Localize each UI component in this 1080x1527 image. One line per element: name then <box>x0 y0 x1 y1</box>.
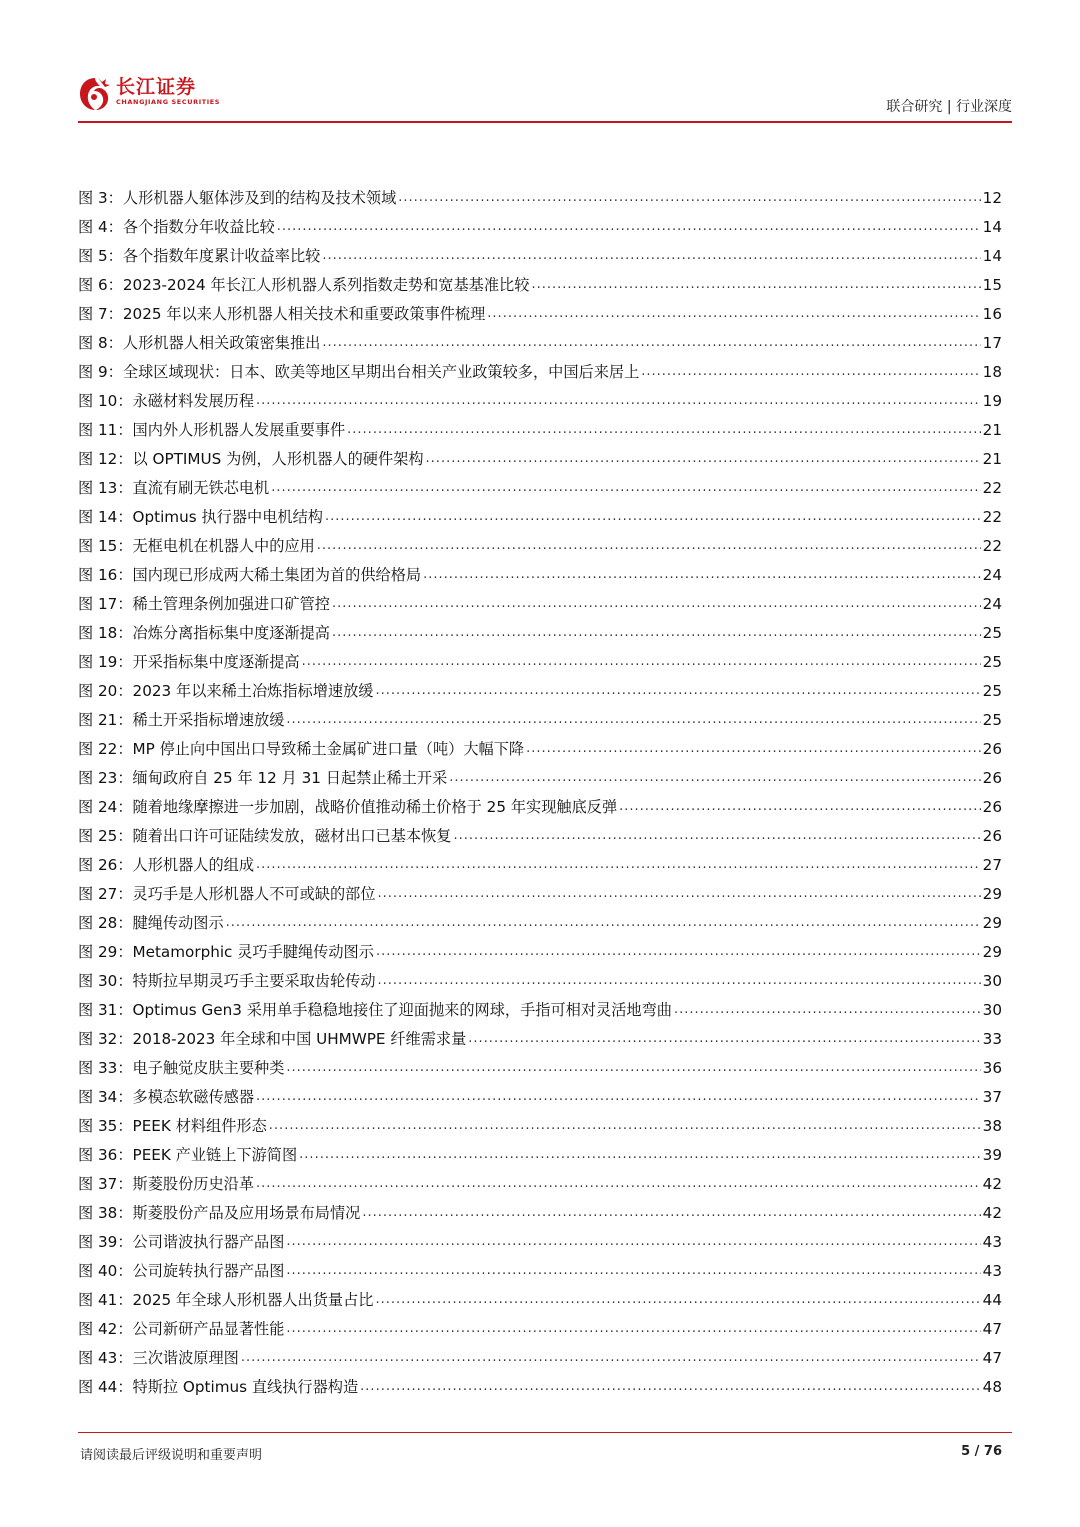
figure-page-number: 26 <box>982 826 1002 845</box>
toc-entry[interactable] <box>78 386 1002 415</box>
figure-page-number: 26 <box>982 768 1002 787</box>
figure-page-number: 36 <box>982 1058 1002 1077</box>
figure-page-number: 43 <box>982 1232 1002 1251</box>
figure-number: 图 37： <box>78 1175 133 1193</box>
logo-chinese-text: 长江证券 <box>116 76 197 98</box>
figure-number: 图 32： <box>78 1030 133 1048</box>
dot-leader <box>286 712 980 727</box>
toc-entry[interactable] <box>78 299 1002 328</box>
dot-leader <box>256 857 981 872</box>
figure-number: 图 34： <box>78 1088 133 1106</box>
dot-leader <box>325 509 981 524</box>
toc-entry[interactable] <box>78 328 1002 357</box>
figure-title: Optimus Gen3 采用单手稳稳地接住了迎面抛来的网球，手指可相对灵活地弯曲 <box>132 1001 672 1019</box>
figure-title: 2025 年全球人形机器人出货量占比 <box>132 1291 374 1309</box>
figure-title: 斯菱股份产品及应用场景布局情况 <box>132 1204 361 1222</box>
figure-number: 图 22： <box>78 740 133 758</box>
dot-leader <box>619 799 981 814</box>
dot-leader <box>674 1002 981 1017</box>
figure-title: PEEK 材料组件形态 <box>132 1117 267 1135</box>
figure-title: 随着出口许可证陆续发放，磁材出口已基本恢复 <box>132 827 452 845</box>
figure-title: 随着地缘摩擦进一步加剧，战略价值推动稀土价格于 25 年实现触底反弹 <box>132 798 618 816</box>
figure-number: 图 33： <box>78 1059 133 1077</box>
figure-number: 图 36： <box>78 1146 133 1164</box>
figure-page-number: 15 <box>982 275 1002 294</box>
figure-title: 2025 年以来人形机器人相关技术和重要政策事件梳理 <box>122 305 486 323</box>
figure-page-number: 43 <box>982 1261 1002 1280</box>
figure-title: 国内现已形成两大稀土集团为首的供给格局 <box>132 566 422 584</box>
dot-leader <box>347 422 981 437</box>
dot-leader <box>468 1031 980 1046</box>
figure-title: 冶炼分离指标集中度逐渐提高 <box>132 624 330 642</box>
dot-leader <box>378 886 981 901</box>
figure-page-number: 38 <box>982 1116 1002 1135</box>
figure-number: 图 3： <box>78 189 123 207</box>
toc-entry[interactable] <box>78 647 1002 676</box>
figure-number: 图 24： <box>78 798 133 816</box>
figure-page-number: 21 <box>982 420 1002 439</box>
dot-leader <box>317 538 981 553</box>
figure-title: 人形机器人相关政策密集推出 <box>122 334 321 352</box>
dot-leader <box>641 364 980 379</box>
figure-title: 无框电机在机器人中的应用 <box>132 537 315 555</box>
figure-page-number: 30 <box>982 971 1002 990</box>
dragon-logo-icon <box>78 76 112 112</box>
figure-page-number: 29 <box>982 942 1002 961</box>
figure-number: 图 39： <box>78 1233 133 1251</box>
dot-leader <box>376 944 981 959</box>
toc-entry[interactable] <box>78 444 1002 473</box>
figure-page-number: 42 <box>982 1203 1002 1222</box>
figure-number: 图 18： <box>78 624 133 642</box>
figure-page-number: 29 <box>982 884 1002 903</box>
toc-entry[interactable] <box>78 995 1002 1024</box>
figure-title: 人形机器人的组成 <box>132 856 255 874</box>
figure-page-number: 29 <box>982 913 1002 932</box>
toc-entry[interactable] <box>78 1169 1002 1198</box>
figure-page-number: 26 <box>982 797 1002 816</box>
footer-divider <box>78 1432 1012 1433</box>
figure-page-number: 17 <box>982 333 1002 352</box>
dot-leader <box>398 190 980 205</box>
toc-entry[interactable] <box>78 792 1002 821</box>
dot-leader <box>449 770 980 785</box>
toc-entry[interactable] <box>78 589 1002 618</box>
figure-number: 图 8： <box>78 334 123 352</box>
dot-leader <box>423 567 981 582</box>
figure-number: 图 29： <box>78 943 133 961</box>
dot-leader <box>426 451 981 466</box>
toc-entry[interactable] <box>78 241 1002 270</box>
dot-leader <box>332 625 981 640</box>
toc-entry[interactable] <box>78 821 1002 850</box>
figure-page-number: 44 <box>982 1290 1002 1309</box>
figure-page-number: 39 <box>982 1145 1002 1164</box>
figure-title: Metamorphic 灵巧手腱绳传动图示 <box>132 943 374 961</box>
figure-page-number: 12 <box>982 188 1002 207</box>
figure-number: 图 13： <box>78 479 133 497</box>
figure-number: 图 4： <box>78 218 123 236</box>
figure-page-number: 37 <box>982 1087 1002 1106</box>
figure-title: PEEK 产业链上下游简图 <box>132 1146 298 1164</box>
figure-page-number: 24 <box>982 565 1002 584</box>
toc-entry[interactable] <box>78 1111 1002 1140</box>
figure-title: 开采指标集中度逐渐提高 <box>132 653 300 671</box>
toc-entry[interactable] <box>78 1314 1002 1343</box>
dot-leader <box>302 654 981 669</box>
figure-page-number: 14 <box>982 217 1002 236</box>
figure-title: MP 停止向中国出口导致稀土金属矿进口量（吨）大幅下降 <box>132 740 525 758</box>
toc-entry[interactable] <box>78 676 1002 705</box>
figure-title: 电子触觉皮肤主要种类 <box>132 1059 285 1077</box>
toc-entry[interactable] <box>78 1285 1002 1314</box>
toc-entry[interactable] <box>78 183 1002 212</box>
dot-leader <box>256 393 981 408</box>
figure-number: 图 19： <box>78 653 133 671</box>
toc-entry[interactable] <box>78 1198 1002 1227</box>
figure-title: 三次谐波原理图 <box>132 1349 239 1367</box>
toc-entry[interactable] <box>78 1372 1002 1401</box>
figure-title: 以 OPTIMUS 为例，人形机器人的硬件架构 <box>132 450 424 468</box>
figure-page-number: 22 <box>982 536 1002 555</box>
dot-leader <box>299 1147 981 1162</box>
dot-leader <box>360 1379 981 1394</box>
figure-page-number: 25 <box>982 652 1002 671</box>
toc-entry[interactable] <box>78 734 1002 763</box>
figure-title: 灵巧手是人形机器人不可或缺的部位 <box>132 885 376 903</box>
figure-title: 各个指数分年收益比较 <box>122 218 275 236</box>
dot-leader <box>286 1060 980 1075</box>
figure-number: 图 5： <box>78 247 123 265</box>
toc-entry[interactable] <box>78 763 1002 792</box>
dot-leader <box>256 1176 981 1191</box>
figure-number: 图 10： <box>78 392 133 410</box>
figure-title: 特斯拉 Optimus 直线执行器构造 <box>132 1378 359 1396</box>
figure-title: 缅甸政府自 25 年 12 月 31 日起禁止稀土开采 <box>132 769 448 787</box>
dot-leader <box>322 335 980 350</box>
header-divider <box>78 121 1012 123</box>
dot-leader <box>332 596 981 611</box>
figure-number: 图 41： <box>78 1291 133 1309</box>
figure-page-number: 30 <box>982 1000 1002 1019</box>
toc-entry[interactable] <box>78 502 1002 531</box>
figure-number: 图 15： <box>78 537 133 555</box>
figure-page-number: 14 <box>982 246 1002 265</box>
figure-title: 2018-2023 年全球和中国 UHMWPE 纤维需求量 <box>132 1030 467 1048</box>
figure-page-number: 27 <box>982 855 1002 874</box>
toc-entry[interactable] <box>78 618 1002 647</box>
figure-number: 图 38： <box>78 1204 133 1222</box>
toc-entry[interactable] <box>78 1082 1002 1111</box>
toc-entry[interactable] <box>78 357 1002 386</box>
figure-number: 图 7： <box>78 305 123 323</box>
figure-title: 全球区域现状：日本、欧美等地区早期出台相关产业政策较多，中国后来居上 <box>122 363 640 381</box>
toc-entry[interactable] <box>78 212 1002 241</box>
dot-leader <box>286 1263 980 1278</box>
figure-number: 图 25： <box>78 827 133 845</box>
figure-page-number: 48 <box>982 1377 1002 1396</box>
dot-leader <box>453 828 980 843</box>
figure-title: 公司谐波执行器产品图 <box>132 1233 285 1251</box>
figure-page-number: 47 <box>982 1348 1002 1367</box>
figure-title: 特斯拉早期灵巧手主要采取齿轮传动 <box>132 972 376 990</box>
figure-title: 多模态软磁传感器 <box>132 1088 255 1106</box>
dot-leader <box>286 1321 980 1336</box>
page-header <box>0 0 1080 125</box>
toc-entry[interactable] <box>78 270 1002 299</box>
figure-number: 图 27： <box>78 885 133 903</box>
figure-page-number: 26 <box>982 739 1002 758</box>
figure-page-number: 16 <box>982 304 1002 323</box>
figure-number: 图 23： <box>78 769 133 787</box>
figure-number: 图 12： <box>78 450 133 468</box>
figure-page-number: 22 <box>982 478 1002 497</box>
figure-number: 图 20： <box>78 682 133 700</box>
dot-leader <box>241 1350 981 1365</box>
page-number: 5 / 76 <box>961 1444 1002 1459</box>
toc-entry[interactable] <box>78 850 1002 879</box>
figure-number: 图 44： <box>78 1378 133 1396</box>
dot-leader <box>256 1089 981 1104</box>
disclaimer-note: 请阅读最后评级说明和重要声明 <box>80 1448 263 1463</box>
dot-leader <box>375 683 980 698</box>
figure-title: 腱绳传动图示 <box>132 914 224 932</box>
toc-entry[interactable] <box>78 560 1002 589</box>
figure-number: 图 35： <box>78 1117 133 1135</box>
figure-number: 图 43： <box>78 1349 133 1367</box>
figure-page-number: 42 <box>982 1174 1002 1193</box>
dot-leader <box>526 741 981 756</box>
toc-entry[interactable] <box>78 1140 1002 1169</box>
figure-number: 图 21： <box>78 711 133 729</box>
figure-title: Optimus 执行器中电机结构 <box>132 508 323 526</box>
toc-entry[interactable] <box>78 879 1002 908</box>
toc-entry[interactable] <box>78 966 1002 995</box>
figure-number: 图 17： <box>78 595 133 613</box>
figure-number: 图 6： <box>78 276 123 294</box>
toc-entry[interactable] <box>78 1343 1002 1372</box>
figure-page-number: 24 <box>982 594 1002 613</box>
dot-leader <box>375 1292 980 1307</box>
company-logo <box>78 76 220 118</box>
figure-title: 永磁材料发展历程 <box>132 392 255 410</box>
toc-entry[interactable] <box>78 908 1002 937</box>
figure-page-number: 21 <box>982 449 1002 468</box>
figure-page-number: 47 <box>982 1319 1002 1338</box>
report-category: 联合研究 | 行业深度 <box>886 99 1012 115</box>
dot-leader <box>269 1118 981 1133</box>
dot-leader <box>226 915 981 930</box>
toc-entry[interactable] <box>78 473 1002 502</box>
figure-title: 人形机器人躯体涉及到的结构及技术领域 <box>122 189 397 207</box>
figure-title: 直流有刷无铁芯电机 <box>132 479 270 497</box>
toc-entry[interactable] <box>78 705 1002 734</box>
figure-title: 2023 年以来稀土冶炼指标增速放缓 <box>132 682 374 700</box>
toc-entry[interactable] <box>78 937 1002 966</box>
figure-page-number: 33 <box>982 1029 1002 1048</box>
dot-leader <box>487 306 980 321</box>
figure-number: 图 40： <box>78 1262 133 1280</box>
figure-page-number: 22 <box>982 507 1002 526</box>
figure-title: 各个指数年度累计收益率比较 <box>122 247 321 265</box>
figure-number: 图 16： <box>78 566 133 584</box>
figure-page-number: 18 <box>982 362 1002 381</box>
dot-leader <box>271 480 980 495</box>
figure-title: 国内外人形机器人发展重要事件 <box>132 421 346 439</box>
figure-page-number: 25 <box>982 710 1002 729</box>
figure-number: 图 26： <box>78 856 133 874</box>
figure-page-number: 25 <box>982 681 1002 700</box>
toc-entry[interactable] <box>78 1053 1002 1082</box>
dot-leader <box>277 219 981 234</box>
dot-leader <box>378 973 981 988</box>
figure-page-number: 25 <box>982 623 1002 642</box>
toc-entry[interactable] <box>78 1024 1002 1053</box>
figure-title: 公司新研产品显著性能 <box>132 1320 285 1338</box>
figure-title: 稀土管理条例加强进口矿管控 <box>132 595 330 613</box>
figure-title: 稀土开采指标增速放缓 <box>132 711 285 729</box>
dot-leader <box>362 1205 980 1220</box>
toc-entry[interactable] <box>78 415 1002 444</box>
figure-number: 图 28： <box>78 914 133 932</box>
dot-leader <box>531 277 980 292</box>
dot-leader <box>322 248 980 263</box>
figure-index-list <box>78 183 1002 1401</box>
figure-number: 图 14： <box>78 508 133 526</box>
figure-number: 图 42： <box>78 1320 133 1338</box>
figure-page-number: 19 <box>982 391 1002 410</box>
logo-english-text: CHANGJIANG SECURITIES <box>116 98 221 106</box>
toc-entry[interactable] <box>78 1227 1002 1256</box>
toc-entry[interactable] <box>78 531 1002 560</box>
figure-number: 图 9： <box>78 363 123 381</box>
toc-entry[interactable] <box>78 1256 1002 1285</box>
figure-title: 公司旋转执行器产品图 <box>132 1262 285 1280</box>
figure-title: 2023-2024 年长江人形机器人系列指数走势和宽基基准比较 <box>122 276 530 294</box>
figure-number: 图 30： <box>78 972 133 990</box>
figure-title: 斯菱股份历史沿革 <box>132 1175 255 1193</box>
dot-leader <box>286 1234 980 1249</box>
figure-number: 图 31： <box>78 1001 133 1019</box>
figure-number: 图 11： <box>78 421 133 439</box>
